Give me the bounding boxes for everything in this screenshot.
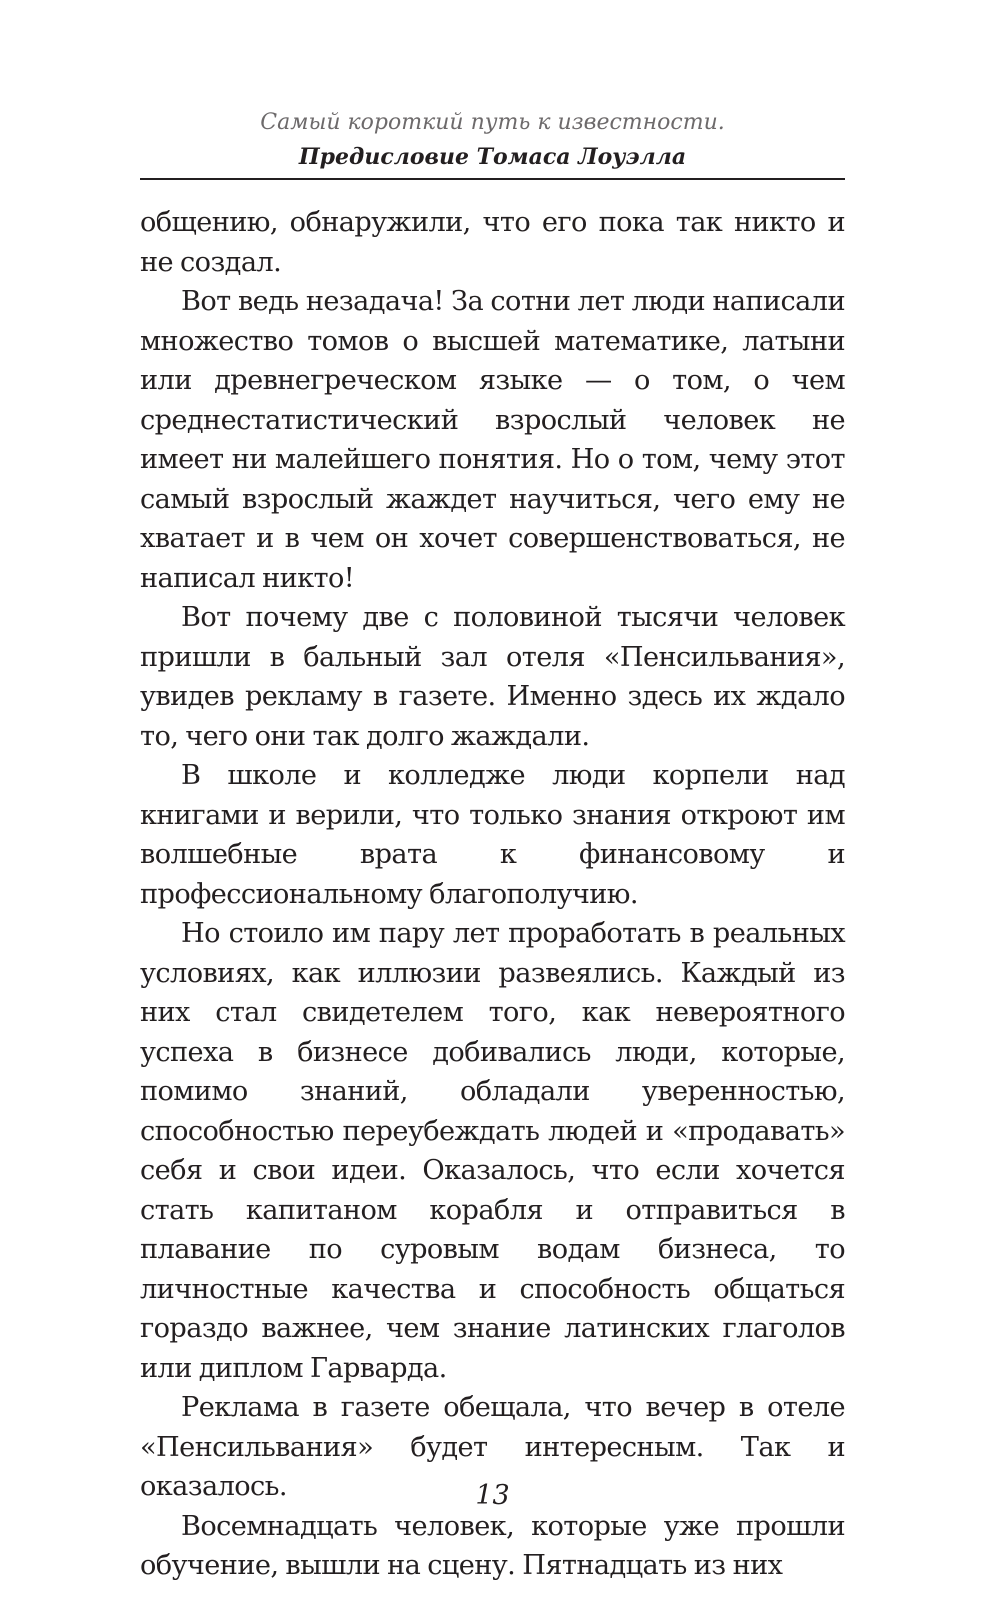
paragraph: В школе и колледже люди корпели над книгами и верили, что только знания откроют им волшебные врата к финансовому и профессиональному благополучию.: [140, 760, 845, 910]
paragraph: общению, обнаружили, что его пока так никто и не создал.: [140, 207, 845, 278]
running-head-title: Предисловие Томаса Лоуэлла: [298, 144, 687, 170]
page-number: 13: [475, 1480, 510, 1511]
paragraph: Восемнадцать человек, которые уже прошли обучение, вышли на сцену. Пятнадцать из них: [140, 1510, 845, 1581]
header-divider: [140, 178, 845, 180]
running-head-subtitle: Самый короткий путь к известности.: [260, 110, 725, 135]
running-head: [140, 106, 845, 174]
body-text: [140, 203, 845, 1586]
paragraph: Вот почему две с половиной тысячи человек пришли в бальный зал отеля «Пенсильвания», увидев рекламу в газете. Именно здесь их ждало то, чего они так долго жаждали.: [140, 602, 845, 752]
paragraph: Реклама в газете обещала, что вечер в отеле «Пенсильвания» будет интересным. Так и оказалось.: [140, 1392, 845, 1502]
paragraph: Вот ведь незадача! За сотни лет люди написали множество томов о высшей математике, латыни или древнегреческом языке — о том, о чем среднестатистический взрослый человек не имеет ни малейшего понятия. Но о том, чему этот самый взрослый жаждет научиться, чего ему не хватает и в чем он хочет совершенствоваться, не написал никто!: [140, 286, 845, 594]
paragraph: Но стоило им пару лет проработать в реальных условиях, как иллюзии развеялись. Каждый из них стал свидетелем того, как невероятного успеха в бизнесе добивались люди, которые, помимо знаний, обладали уверенностью, способностью переубеждать людей и «продавать» себя и свои идеи. Оказалось, что если хочется стать капитаном корабля и отправиться в плавание по суровым водам бизнеса, то личностные качества и способность общаться гораздо важнее, чем знание латинских глаголов или диплом Гарварда.: [140, 918, 845, 1384]
